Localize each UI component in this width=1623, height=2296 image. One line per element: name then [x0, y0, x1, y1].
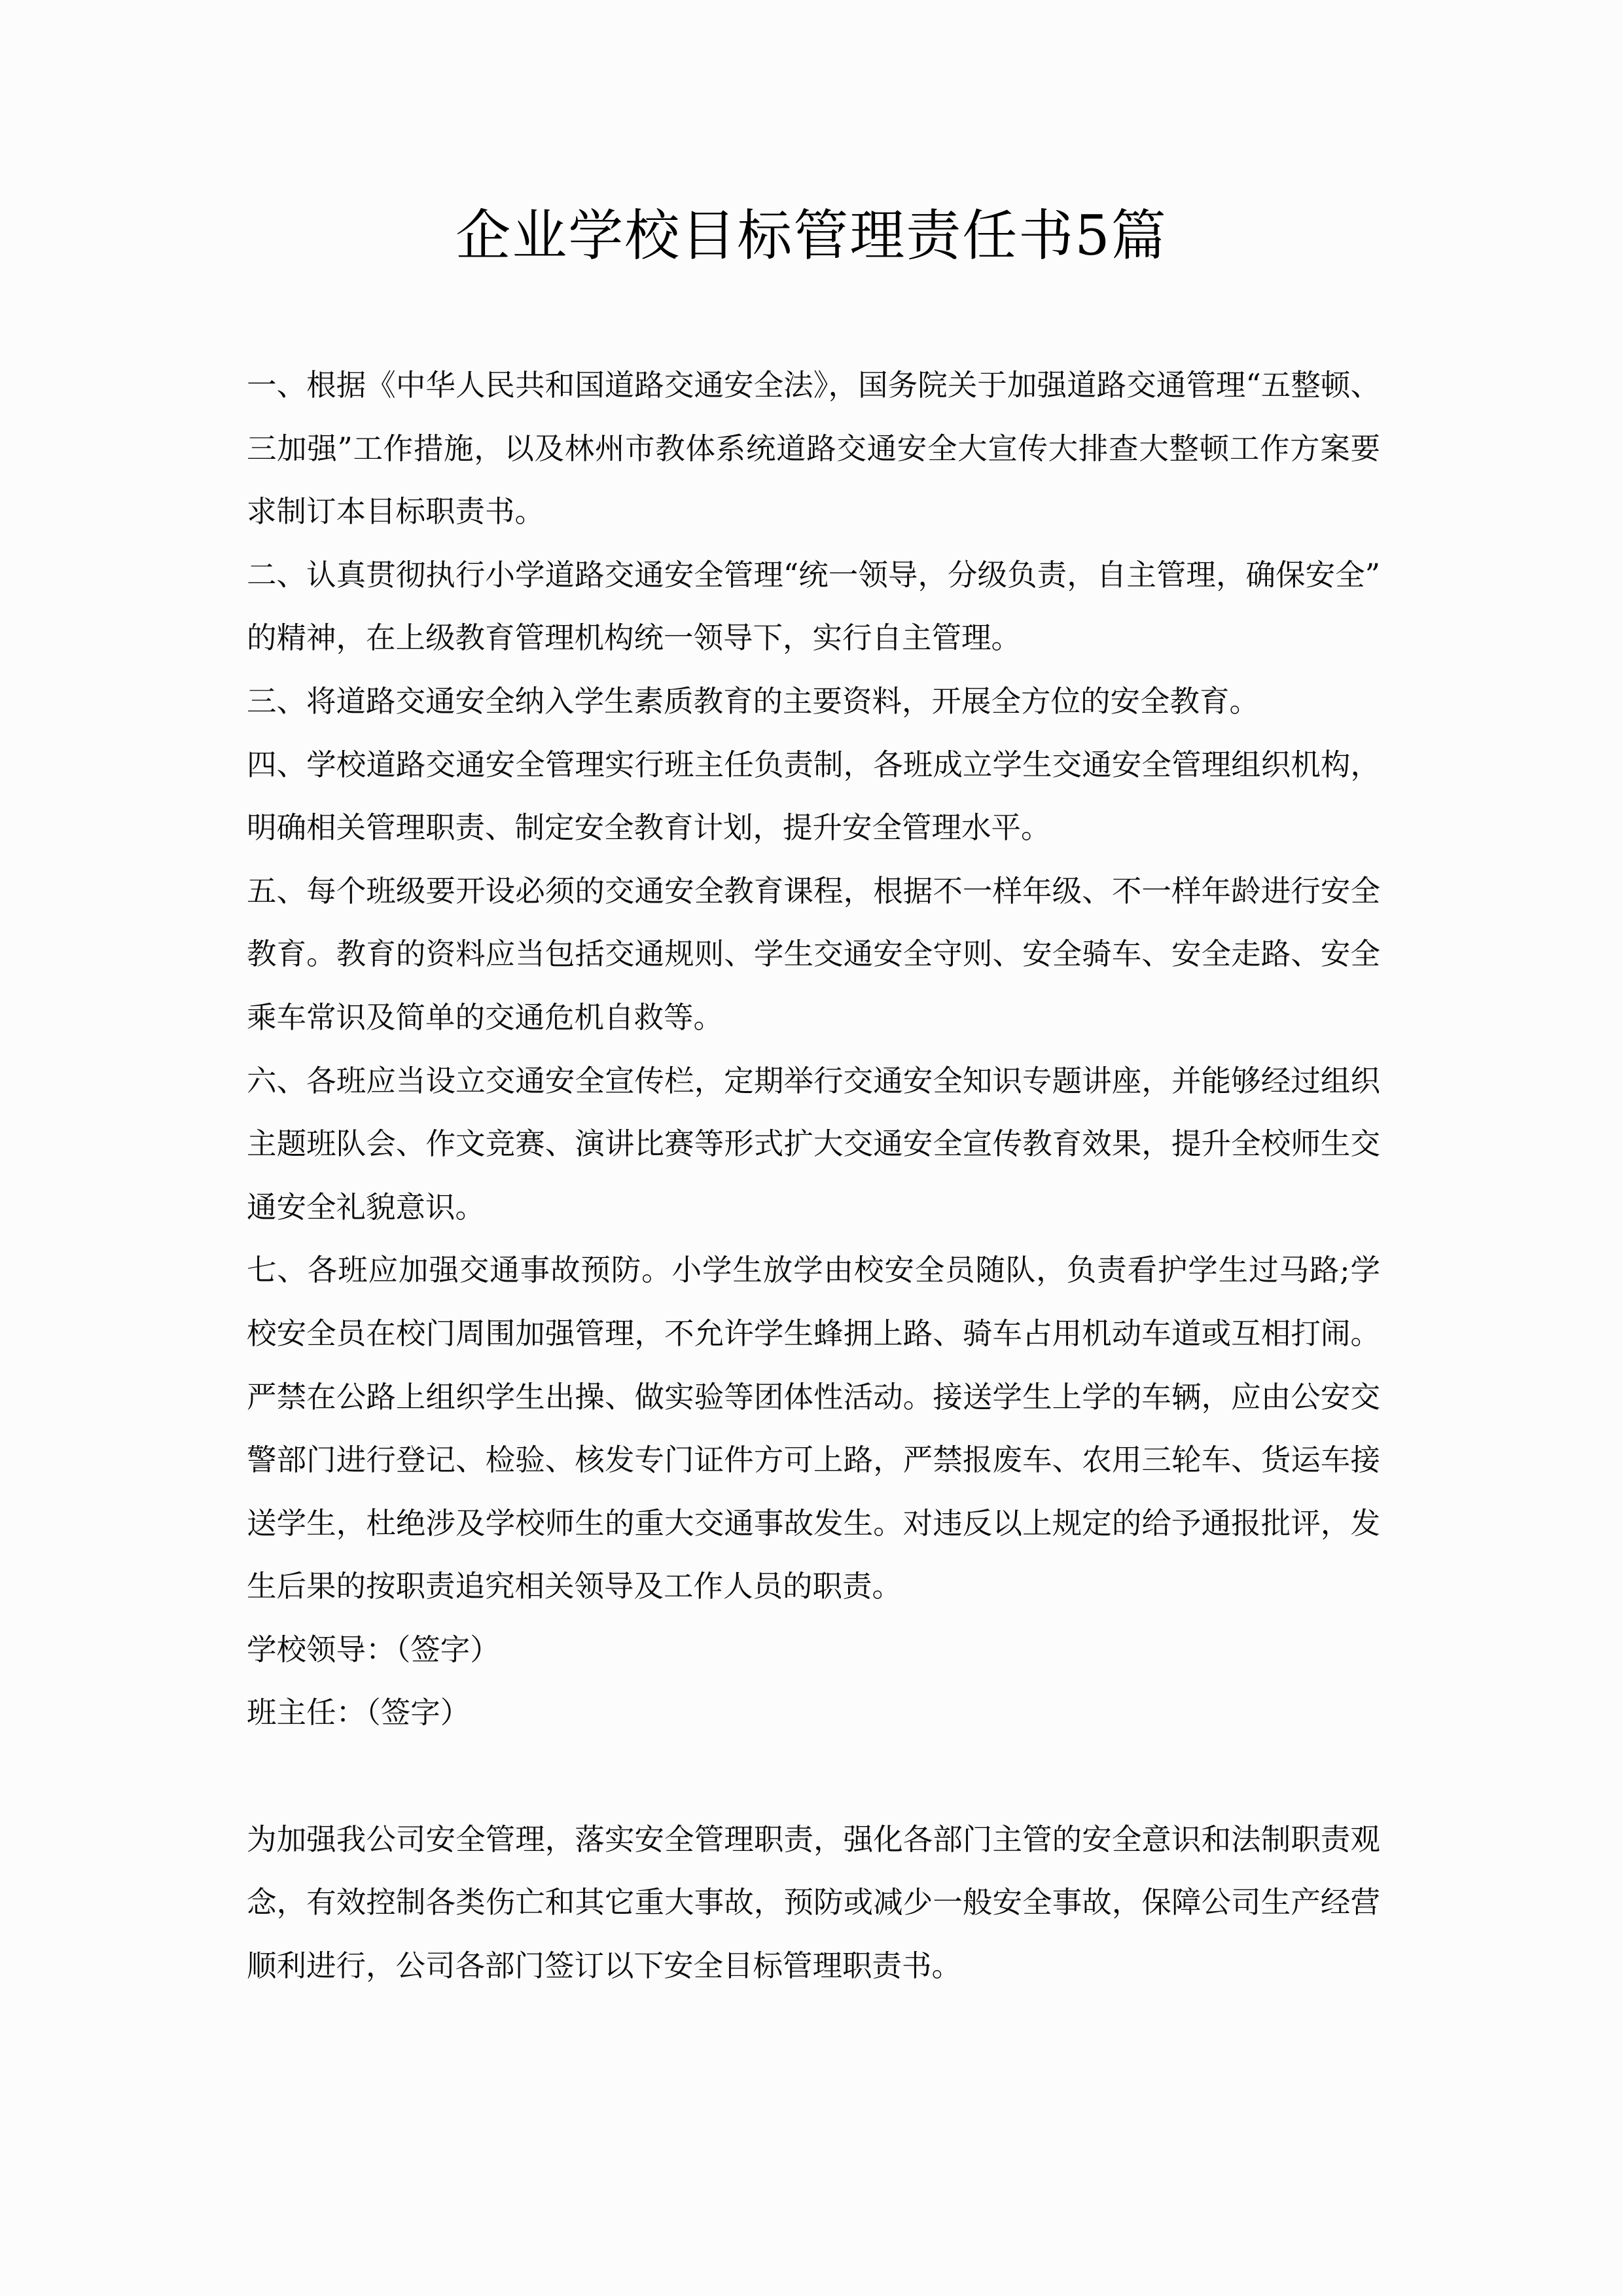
clause-3: 三、将道路交通安全纳入学生素质教育的主要资料，开展全方位的安全教育。	[247, 683, 1260, 719]
document-title: 企业学校目标管理责任书5篇	[455, 204, 1168, 268]
signature-class-teacher: 班主任：（签字）	[247, 1695, 471, 1731]
clause-5: 五、每个班级要开设必须的交通安全教育课程，根据不一样年级、不一样年龄进行安全教育。教育的资料应当包括交通规则、学生交通安全守则、安全骑车、安全走路、安全乘车常识及简单的交通危机自救等。	[247, 873, 1380, 1035]
section-company-safety	[247, 1808, 1380, 1998]
company-intro-paragraph: 为加强我公司安全管理，落实安全管理职责，强化各部门主管的安全意识和法制职责观念，有效控制各类伤亡和其它重大事故，预防或减少一般安全事故，保障公司生产经营顺利进行，公司各部门签订以下安全目标管理职责书。	[247, 1821, 1380, 1983]
clause-7: 七、各班应加强交通事故预防。小学生放学由校安全员随队，负责看护学生过马路;学校安全员在校门周围加强管理，不允许学生蜂拥上路、骑车占用机动车道或互相打闹。严禁在公路上组织学生出操、做实验等团体性活动。接送学生上学的车辆，应由公安交警部门进行登记、检验、核发专门证件方可上路，严禁报废车、农用三轮车、货运车接送学生，杜绝涉及学校师生的重大交通事故发生。对违反以上规定的给予通报批评，发生后果的按职责追究相关领导及工作人员的职责。	[247, 1253, 1380, 1604]
section-school-traffic-safety	[247, 354, 1380, 1745]
signature-school-leader: 学校领导：（签字）	[247, 1632, 500, 1667]
clause-6: 六、各班应当设立交通安全宣传栏，定期举行交通安全知识专题讲座，并能够经过组织主题班队会、作文竞赛、演讲比赛等形式扩大交通安全宣传教育效果，提升全校师生交通安全礼貌意识。	[247, 1063, 1380, 1225]
clause-4: 四、学校道路交通安全管理实行班主任负责制，各班成立学生交通安全管理组织机构，明确相关管理职责、制定安全教育计划，提升安全管理水平。	[247, 747, 1380, 846]
section-divider-gap	[247, 1745, 1380, 1808]
clause-1: 一、根据《中华人民共和国道路交通安全法》，国务院关于加强道路交通管理“五整顿、三加强”工作措施，以及林州市教体系统道路交通安全大宣传大排查大整顿工作方案要求制订本目标职责书。	[247, 368, 1380, 529]
clause-2: 二、认真贯彻执行小学道路交通安全管理“统一领导，分级负责，自主管理，确保安全”的精神，在上级教育管理机构统一领导下，实行自主管理。	[247, 557, 1380, 656]
document-body	[247, 354, 1380, 1998]
